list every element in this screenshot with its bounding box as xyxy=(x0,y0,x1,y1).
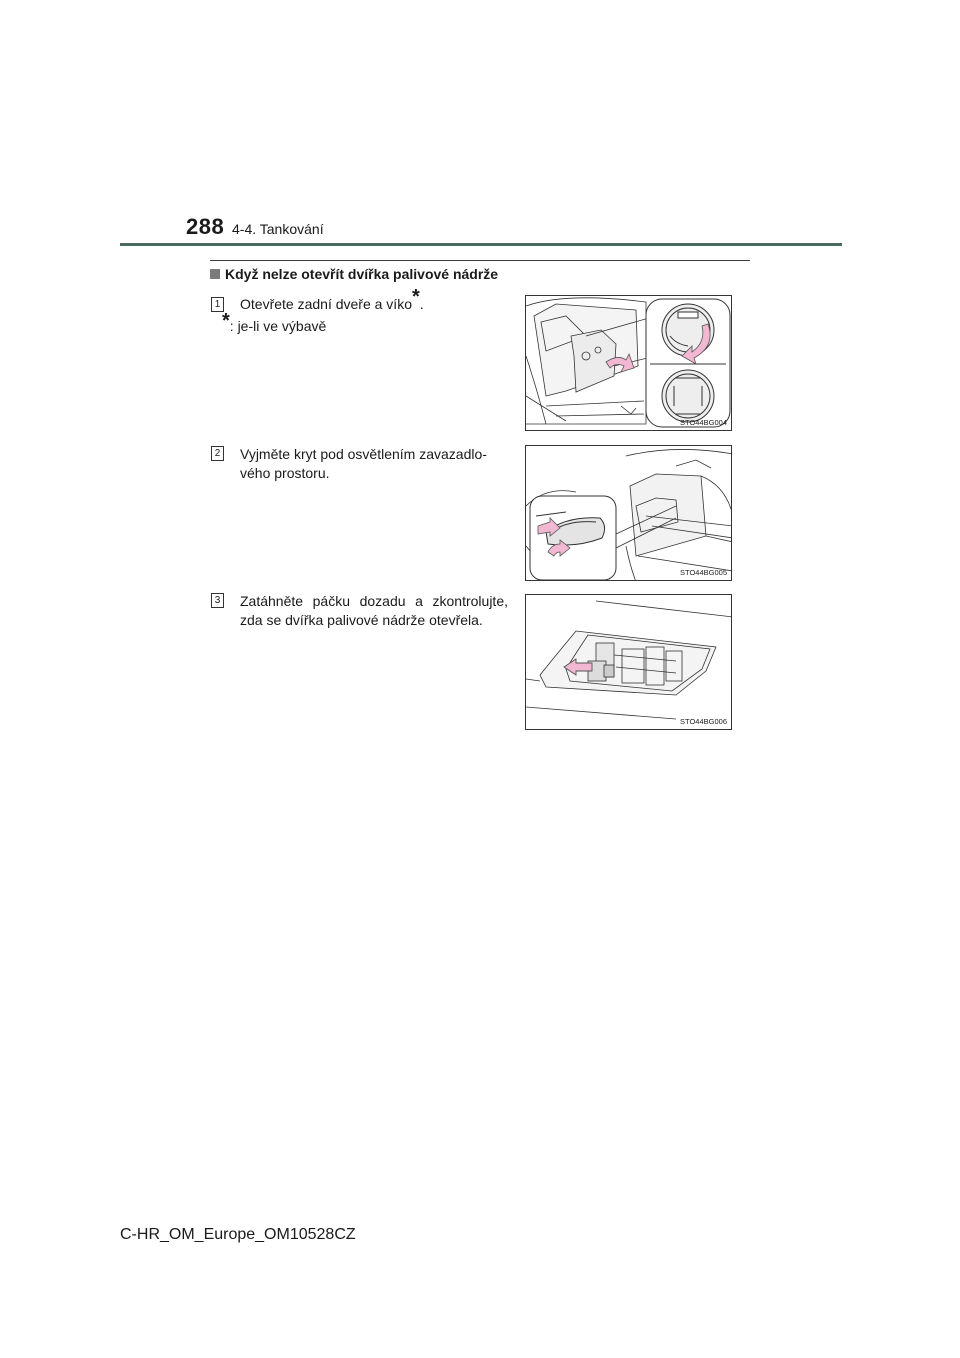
step-text-1-trailing: . xyxy=(419,296,424,312)
step-text-3: Zatáhněte páčku dozadu a zkontrolujte, zda se dvířka palivové nádrže otevřela. xyxy=(240,593,508,628)
footnote-star: * xyxy=(222,310,230,332)
figure-2 xyxy=(525,445,732,581)
figure-1 xyxy=(525,295,732,431)
step-text-1-star: * xyxy=(411,286,420,308)
figure-3-code: STO44BG006 xyxy=(680,717,727,726)
chapter-title: 4-4. Tankování xyxy=(232,221,324,237)
step-badge-2: 2 xyxy=(211,446,224,461)
figure-2-illustration xyxy=(526,446,732,581)
footnote-text: : je-li ve výbavě xyxy=(229,318,327,334)
section-title: Když nelze otevřít dvířka palivové nádrže xyxy=(225,266,499,282)
step-text-1-body: Otevřete zadní dveře a víko xyxy=(240,296,412,312)
section-rule xyxy=(210,260,750,261)
section-square-icon xyxy=(210,269,220,279)
footnote xyxy=(222,310,327,334)
page-number: 288 xyxy=(186,214,225,239)
figure-1-code: STO44BG004 xyxy=(680,418,727,427)
figure-2-code: STO44BG005 xyxy=(680,568,727,577)
step-text-1 xyxy=(240,286,508,314)
footer-document-id: C-HR_OM_Europe_OM10528CZ xyxy=(120,1226,356,1243)
step-badge-3: 3 xyxy=(211,593,224,608)
section-heading xyxy=(210,266,498,282)
step-text-2: Vyjměte kryt pod osvětlením zavazadlo-vého prostoru. xyxy=(240,446,487,481)
step-badge-1: 1 xyxy=(211,297,224,312)
figure-3-illustration xyxy=(526,595,732,730)
figure-1-illustration xyxy=(526,296,732,431)
header-rule xyxy=(120,243,842,246)
figure-3 xyxy=(525,594,732,730)
